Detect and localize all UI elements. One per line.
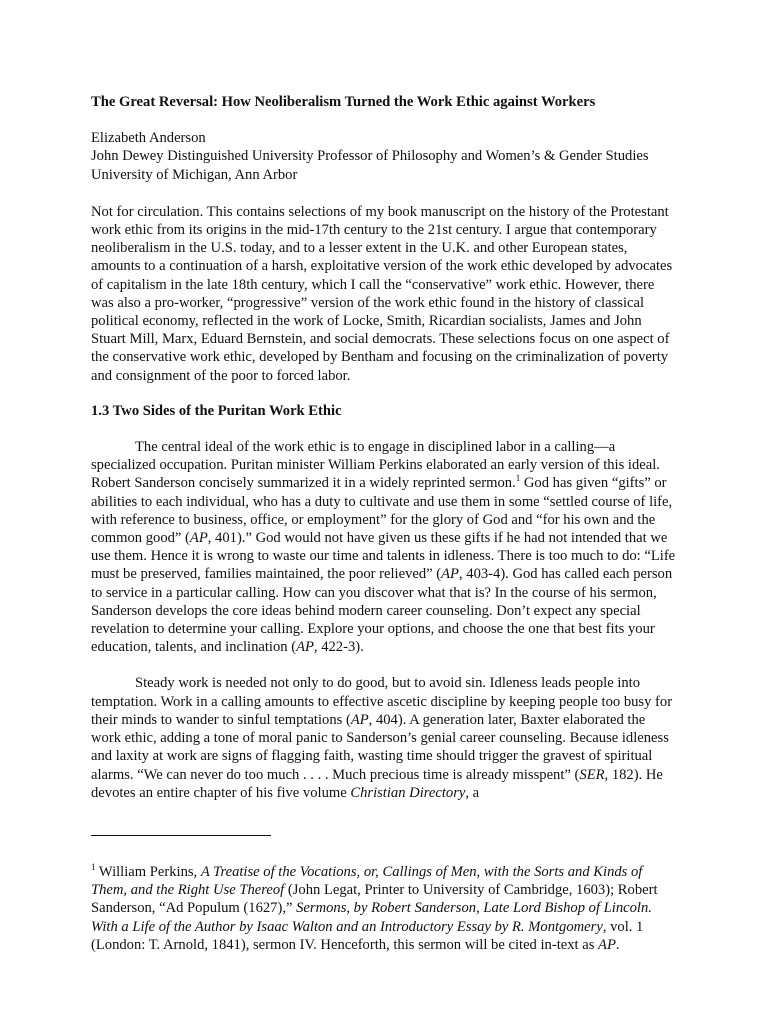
citation-abbrev: SER — [579, 766, 605, 783]
book-title: Christian Directory — [350, 784, 466, 801]
citation-abbrev: AP — [189, 530, 208, 547]
citation-abbrev: AP — [296, 639, 314, 656]
author-position: John Dewey Distinguished University Professor of Philosophy and Women’s & Gender Studies — [91, 148, 649, 165]
footnote — [91, 863, 676, 954]
intro-paragraph: Not for circulation. This contains selections of my book manuscript on the history of the Protestant work ethic from its origins in the mid-17th century to the 21st century. I argue that contemporary neoliberalism in the U.S. today, and to a lesser extent in the U.K. and other European states, amounts to a continuation of a harsh, exploitative version of the work ethic developed by advocates of capitalism in the late 18th century, which I call the “conservative” work ethic. However, there was also a pro-worker, “progressive” version of the work ethic found in the history of classical political economy, reflected in the work of Locke, Smith, Ricardian socialists, James and John Stuart Mill, Marx, Eduard Bernstein, and social democrats. These selections focus on one aspect of the conservative work ethic, developed by Bentham and focusing on the criminalization of poverty and consignment of the poor to forced labor. — [91, 203, 673, 384]
para2-text-d: , a — [465, 784, 480, 801]
para2-text-c: , 182). He devotes an entire chapter of his five volume — [91, 766, 663, 801]
body-paragraph-2 — [91, 674, 676, 801]
para2-text-b: , 404). A generation later, Baxter elaborated the work ethic, adding a tone of moral panic to Sanderson’s genial career counseling. Because idleness and laxity at work are signs of flagging faith, wasting time should trigger the gravest of spiritual alarms. “We can never do too much . . . . Much precious time is already misspent” ( — [91, 711, 669, 783]
author-name: Elizabeth Anderson — [91, 130, 206, 147]
citation-abbrev: AP — [350, 711, 369, 728]
footnote-work-title: Sermons, by Robert Sanderson, Late Lord Bishop of Lincoln. With a Life of the Author by Isaac Walton and an Introductory Essay by R. Montgomery — [91, 900, 652, 935]
footnote-number: 1 — [91, 862, 96, 872]
para1-text-a: The central ideal of the work ethic is to engage in disciplined labor in a calling—a specialized occupation. Puritan minister William Perkins elaborated an early version of this ideal. Robert Sanderson concisely summarized it in a widely reprinted sermon. — [91, 439, 660, 492]
citation-abbrev: AP — [598, 936, 616, 953]
document-page — [91, 93, 676, 802]
para1-text-d: , 401).” God would not have given us these gifts if he had not intended that we use them. Hence it is wrong to waste our time and talents in idleness. There is too much to do: “Life must be preserved, families maintained, the poor relieved” ( — [91, 530, 676, 583]
para2-text-a: Steady work is needed not only to do good, but to avoid sin. Idleness leads people into temptation. Work in a calling amounts to effective ascetic discipline by keeping people too busy for their minds to wander to sinful temptations ( — [91, 675, 673, 728]
para1-text-f: , 422-3). — [313, 639, 364, 656]
footnote-work-title: A Treatise of the Vocations, or, Callings of Men, with the Sorts and Kinds of Them, and the Right Use Thereof — [91, 864, 643, 899]
author-affiliation: University of Michigan, Ann Arbor — [91, 166, 298, 183]
footnote-text-a: William Perkins, — [95, 864, 201, 880]
footnote-text-b: (John Legat, Printer to University of Cambridge, 1603); Robert Sanderson, “Ad Populum (1627),” — [91, 882, 658, 917]
footnote-reference[interactable]: 1 — [515, 473, 521, 484]
citation-abbrev: AP — [441, 566, 459, 583]
para1-text-e: , 403-4). God has called each person to service in a particular calling. How can you discover what that is? In the course of his sermon, Sanderson develops the core ideas behind modern career counseling. Don’t expect any special revelation to determine your calling. Explore your options, and choose the one that best fits your education, talents, and inclination ( — [91, 566, 673, 656]
footnote-divider — [91, 835, 271, 836]
footnote-text-d: . — [615, 936, 620, 953]
section-heading: 1.3 Two Sides of the Puritan Work Ethic — [91, 402, 342, 419]
author-block — [91, 129, 676, 184]
document-title: The Great Reversal: How Neoliberalism Turned the Work Ethic against Workers — [91, 94, 596, 110]
para1-text-b: God has given “gifts” or abilities to each individual, who has a duty to cultivate and use them in some “settled course of life, with reference to business, office, or employment” for the glory of God and “for his own and the common good” ( — [91, 475, 673, 547]
footnote-text-c: , vol. 1 (London: T. Arnold, 1841), sermon IV. Henceforth, this sermon will be cited in-text as — [91, 918, 644, 953]
body-paragraph-1 — [91, 438, 676, 656]
